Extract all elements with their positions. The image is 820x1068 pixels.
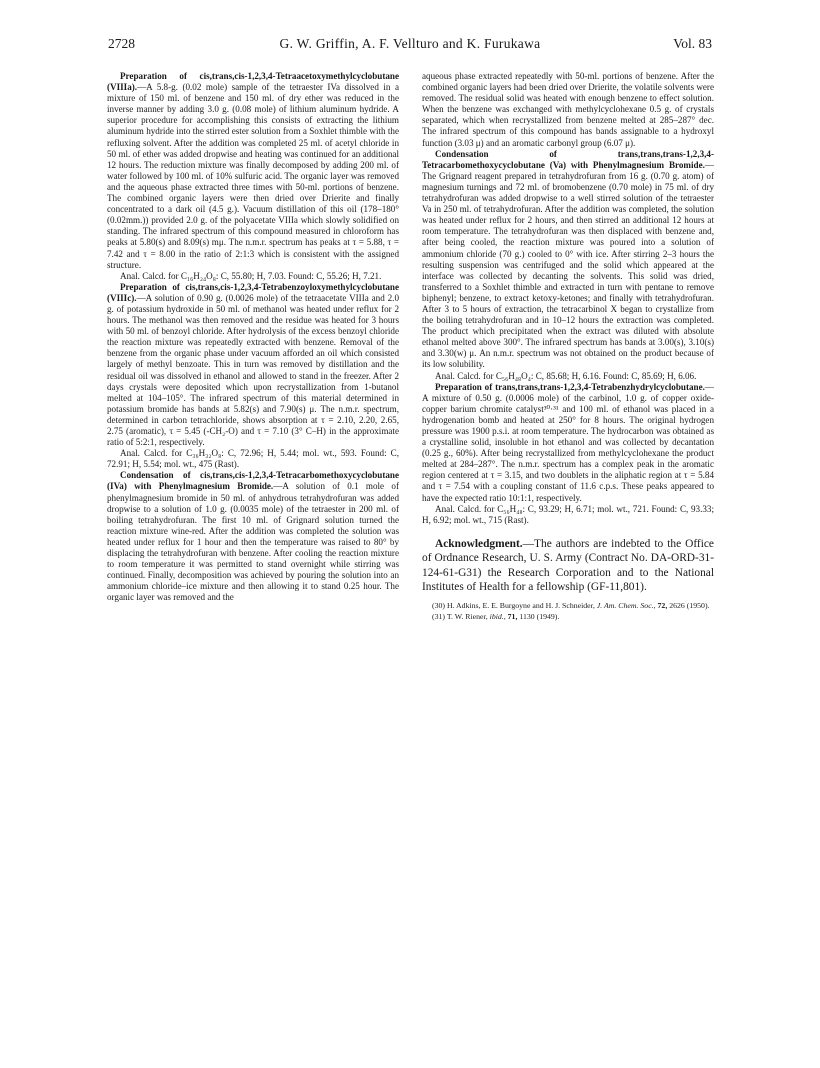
paragraph-continued: aqueous phase extracted repeatedly with 50-ml. portions of benzene. After the combined organic layers had been dried over Drierite, the volatile solvents were removed. The residual solid was heated with enough benzene to effect solution. When the benzene was exchanged with methylcyclohexane 0.5 g. of crystals separated, which when recrystallized from benzene melted at 285–287° dec. The infrared spectrum of this compound has bands assignable to a hydroxyl function (3.03 μ) and an aromatic carbonyl group (6.07 μ). (422, 71, 714, 148)
analysis-line: Anal. Calcd. for C₅₆H₄₈O₄: C, 85.68; H, 6.16. Found: C, 85.69; H, 6.06. (435, 370, 697, 381)
reference-number: (30) (432, 601, 445, 611)
paragraph-tetraacetoxymethyl (107, 71, 399, 271)
volume-label: Vol. 83 (673, 36, 712, 51)
reference-journal: J. Am. Chem. Soc., (596, 601, 656, 611)
right-column (422, 71, 714, 622)
page-number: 2728 (108, 36, 135, 51)
reference-pages: 1130 (1949). (519, 611, 560, 621)
paragraph-body: —A mixture of 0.50 g. (0.0006 mole) of the carbinol, 1.0 g. of copper oxide-copper barium chromite catalyst³⁰·³¹ and 100 ml. of ethanol was placed in a hydrogenation bomb and heated at 250° for 8 hours. The original hydrogen pressure was 1900 p.s.i. at room temperature. The hydrocarbon was obtained as a crystalline solid, insoluble in hot ethanol and was collected by decantation (0.25 g., 60%). After being recrystallized from methylcyclohexane the product melted at 284–287°. The n.m.r. spectrum has a complex peak in the aromatic region centered at τ = 3.15, and two doublets in the aliphatic region at τ = 5.84 and τ = 7.54 with a coupling constant of 11.6 c.p.s. These peaks appeared to have the expected ratio 10:1:1, respectively. (422, 381, 714, 503)
reference-number: (31) (432, 611, 445, 621)
analysis-line: Anal. Calcd. for C₁₆H₂₄O₈: C, 55.80; H, 7.03. Found: C, 55.26; H, 7.21. (120, 270, 382, 281)
reference-item (422, 612, 714, 622)
reference-journal: ibid., (489, 611, 506, 621)
paragraph-tetrabenzoyloxy (107, 282, 399, 448)
section-heading: Preparation of trans,trans,trans-1,2,3,4-Tetrabenzhydrylcyclobutane. (435, 381, 705, 392)
paragraph-body: —The Grignard reagent prepared in tetrahydrofuran from 16 g. (0.70 g. atom) of magnesium turnings and 72 ml. of bromobenzene (0.70 mole) in 75 ml. of dry tetrahydrofuran was added dropwise to a well stirred solution of the tetraester Va in 250 ml. of tetrahydrofuran. After the addition was completed, the solution was heated under reflux for 2 hours, and then stirred an additional 12 hours at room temperature. The tetrahydrofuran was then displaced with benzene and, after being cooled, the reaction mixture was poured into a solution of ammonium chloride (70 g.) cooled to 0° with ice. After stirring 2–3 hours the resulting suspension was centrifuged and the solid which appeared at the interface was collected by decanting the solvents. This solid was dried, transferred to a Soxhlet thimble and extracted in turn with pentane to remove biphenyl; benzene, to extract ketoxy-ketones; and finally with tetrahydrofuran. After 3 to 5 hours of extraction, the tetracarbinol X began to crystallize from the boiling tetrahydrofuran and in 10–12 hours the extraction was completed. The product which precipitated when the extract was diluted with absolute ethanol melted above 300°. The infrared spectrum has bands at 3.00(s), 3.10(s) and 3.30(w) μ. An n.m.r. spectrum was not obtained on the product because of its low solubility. (422, 159, 714, 370)
page-header (108, 36, 712, 52)
acknowledgment-body: —The authors are indebted to the Office of Ordnance Research, U. S. Army (Contract No. DA-ORD-31-124-61-G31) the Research Corporation and to the National Institutes of Health for a fellowship (GF-11,801). (422, 537, 714, 594)
acknowledgment (422, 537, 714, 595)
paragraph-body: —A solution of 0.1 mole of phenylmagnesium bromide in 50 ml. of anhydrous tetrahydrofuran was added dropwise to a solution of 1.0 g. (0.0035 mole) of the tetraester in 200 ml. of boiling tetrahydrofuran. The first 10 ml. of Grignard solution turned the reaction mixture wine-red. After the addition was completed the solution was heated under reflux for 1 hour and then the temperature was raised to 80° by displacing the tetrahydrofuran with benzene. After cooling the reaction mixture to room temperature it was permitted to stand overnight while stirring was continued. Finally, decomposition was achieved by pouring the solution into an ammonium chloride–ice mixture and then allowing it to stand 0.25 hour. The organic layer was removed and the (107, 481, 399, 603)
reference-pages: 2626 (1950). (669, 601, 710, 611)
section-heading: Preparation of cis,trans,cis-1,2,3,4-Tetraacetoxymethylcyclobutane (VIIIa). (107, 71, 399, 93)
running-title: G. W. Griffin, A. F. Vellturo and K. Furukawa (279, 36, 541, 51)
paragraph-condensation-va (422, 149, 714, 371)
reference-authors: H. Adkins, E. E. Burgoyne and H. J. Schneider, (446, 601, 595, 611)
paragraph-tetrabenzhydryl (422, 382, 714, 504)
analysis-line: Anal. Calcd. for C₅₆H₄₈: C, 93.29; H, 6.71; mol. wt., 721. Found: C, 93.33; H, 6.92; mol. wt., 715 (Rast). (422, 503, 714, 525)
reference-authors: T. W. Riener, (446, 611, 488, 621)
reference-volume: 72, (657, 601, 668, 611)
paragraph-body: —A solution of 0.90 g. (0.0026 mole) of the tetraacetate VIIIa and 2.0 g. of potassium hydroxide in 50 ml. of methanol was heated under reflux for 2 hours. The methanol was then removed and the residue was heated for 3 hours with 50 ml. of benzoyl chloride. After hydrolysis of the excess benzoyl chloride the reaction mixture was repeatedly extracted with benzene. Removal of the benzene from the organic phase under vacuum afforded an oil which consisted largely of methyl benzoate. This in turn was removed by distillation and the residual oil was dissolved in ethanol and allowed to stand in the freezer. After 2 days crystals were deposited which upon recrystallization from 1-butanol melted at 104–105°. The infrared spectrum of this material determined in potassium bromide has bands at 5.82(s) and 7.90(s) μ. The n.m.r. spectrum, determined in carbon tetrachloride, shows absorption at τ = 2.10, 2.20, 2.65, 2.75 (aromatic), τ = 5.45 (-CH₂-O) and τ = 7.10 (3° C–H) in the approximate ratio of 5:2:1, respectively. (107, 292, 399, 448)
acknowledgment-title: Acknowledgment. (435, 537, 523, 550)
analysis-line: Anal. Calcd. for C₃₆H₃₂O₈: C, 72.96; H, 5.44; mol. wt., 593. Found: C, 72.91; H, 5.54; mol. wt., 475 (Rast). (107, 448, 399, 470)
reference-item (422, 601, 714, 611)
paragraph-condensation-iva (107, 470, 399, 603)
reference-volume: 71, (507, 611, 518, 621)
paragraph-body: —A 5.8-g. (0.02 mole) sample of the tetraester IVa dissolved in a mixture of 150 ml. of benzene and 150 ml. of dry ether was reduced in the inverse manner by adding 3.0 g. (0.08 mole) of lithium aluminum hydride. A superior procedure for accomplishing this consists of extracting the lithium aluminum hydride into the stirred ester solution from a Soxhlet thimble with the refluxing solvent. After the addition was completed 25 ml. of acetyl chloride in 50 ml. of ether was added dropwise and heating was continued for an additional 12 hours. The reduction mixture was finally decomposed by adding 200 ml. of water followed by 100 ml. of 10% sulfuric acid. The organic layer was removed and the aqueous phase extracted three times with 50-ml. portions of benzene. The combined organic layers were then dried over Drierite and finally concentrated to a dark oil (4.5 g.). Vacuum distillation of this oil (178–180° (0.02mm.)) provided 2.0 g. of the polyacetate VIIIa which slowly solidified on standing. The infrared spectrum of this compound measured in chloroform has peaks at 5.80(s) and 8.09(s) mμ. The n.m.r. spectrum has peaks at τ = 5.88, τ = 7.42 and τ = 8.00 in the ratio of 2:1:3 which is consistent with the assigned structure. (107, 82, 399, 270)
section-heading: Condensation of cis,trans,cis-1,2,3,4-Tetracarbomethoxycyclobutane (IVa) with Phenylmagnesium Bromide. (107, 470, 399, 492)
section-heading: Preparation of cis,trans,cis-1,2,3,4-Tetrabenzoyloxymethylcyclobutane (VIIIc). (107, 281, 399, 303)
references (422, 601, 714, 621)
left-column (107, 71, 399, 604)
section-heading: Condensation of trans,trans,trans-1,2,3,4-Tetracarbomethoxycyclobutane (Va) with Phenylmagnesium Bromide. (422, 148, 714, 170)
